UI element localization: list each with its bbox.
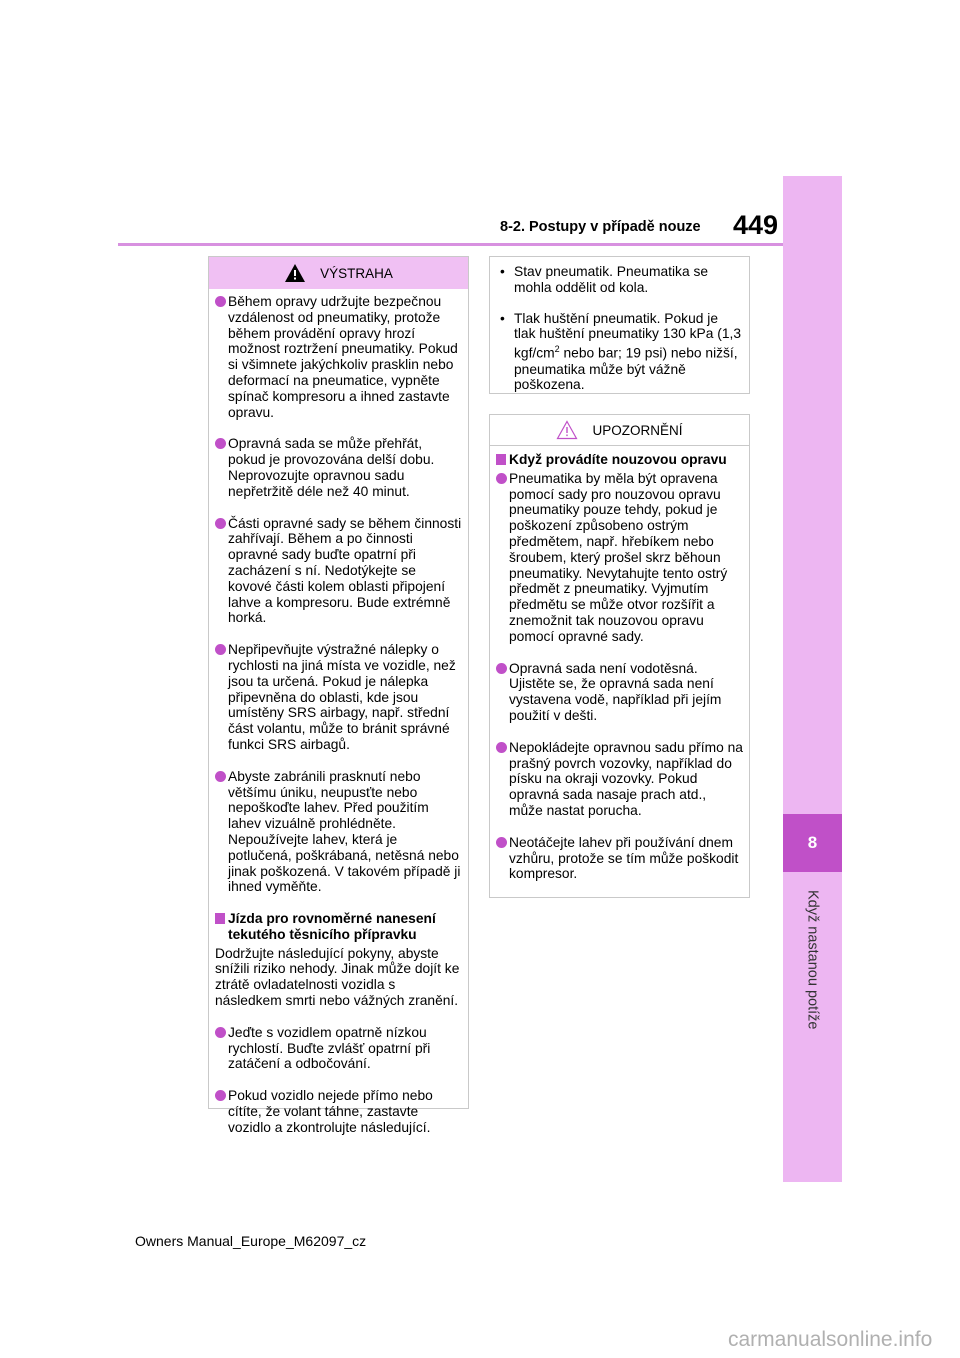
- notice-label: UPOZORNĚNÍ: [592, 422, 683, 438]
- list-item: Jeďte s vozidlem opatrně nízkou rychlostí. Buďte zvlášť opatrní při zatáčení a odbočování.: [215, 1025, 462, 1072]
- list-item: Abyste zabránili prasknutí nebo většímu úniku, neupusťte nebo nepoškoďte lahev. Před použitím lahev vizuálně prohlédněte. Nepoužívejte lahev, která je potlučená, poškrábaná, netěsná nebo jinak poškozená. V takovém případě ji ihned vyměňte.: [215, 769, 462, 895]
- paragraph: Dodržujte následující pokyny, abyste snížili riziko nehody. Jinak může dojít ke ztrátě ovladatelnosti vozidla s následkem smrti nebo vážných zranění.: [215, 945, 460, 1009]
- page-number: 449: [733, 210, 779, 240]
- bullet-dot-icon: [215, 296, 226, 307]
- warning-label: VÝSTRAHA: [320, 265, 393, 281]
- notice-header: [490, 415, 749, 446]
- subheading: Když provádíte nouzovou opravu: [496, 452, 743, 468]
- list-item: Pneumatika by měla být opravena pomocí sady pro nouzovou opravu pneumatiky pouze tehdy, pokud je poškození způsobeno ostrým předmětem, např. hřebíkem nebo šroubem, který prošel skrz běhoun pneumatiky. Nevytahujte tento ostrý předmět z pneumatiky. Vyjmutím předmětu se může otvor rozšířit a znemožnit tak nouzovou opravu pomocí opravné sady.: [496, 471, 743, 645]
- footer-text: Owners Manual_Europe_M62097_cz: [135, 1233, 367, 1249]
- bullet-dot-icon: [215, 518, 226, 529]
- watermark: carmanualsonline.info: [728, 1328, 933, 1351]
- bullet-dot-icon: [496, 473, 507, 484]
- list-item: Pokud vozidlo nejede přímo nebo cítíte, že volant táhne, zastavte vozidlo a zkontrolujte následující.: [215, 1088, 462, 1135]
- chapter-title: Když nastanou potíže: [804, 890, 821, 1030]
- square-bullet-icon: [496, 454, 506, 465]
- list-item: Opravná sada se může přehřát, pokud je provozována delší dobu. Neprovozujte opravnou sadu nepřetržitě déle než 40 minut.: [215, 436, 462, 499]
- square-bullet-icon: [215, 913, 225, 924]
- bullet-dot-icon: [215, 1090, 226, 1101]
- section-title: 8-2. Postupy v případě nouze: [500, 219, 701, 235]
- list-item: Neotáčejte lahev při používání dnem vzhůru, protože se tím může poškodit kompresor.: [496, 835, 743, 882]
- bullet-dot-icon: [215, 644, 226, 655]
- header-rule: [118, 243, 783, 246]
- bullet-dot-icon: [215, 1027, 226, 1038]
- chapter-title-tab: [783, 880, 842, 1040]
- list-item: Nepokládejte opravnou sadu přímo na prašný povrch vozovky, například do písku na okraji vozovky. Pokud opravná sada nasaje prach atd., může nastat porucha.: [496, 740, 743, 819]
- list-item: • Tlak huštění pneumatik. Pokud je tlak huštění pneumatiky 130 kPa (1,3 kgf/$cm^2$ nebo bar; 19 psi) nebo nižší, pneumatika může být vážně poškozena.: [500, 310, 742, 393]
- chapter-number-tab: 8: [783, 814, 842, 872]
- caution-triangle-outline-icon: [556, 420, 578, 440]
- notice-box: [489, 414, 750, 898]
- warning-header: [209, 257, 468, 289]
- list-item: • Stav pneumatik. Pneumatika se mohla oddělit od kola.: [500, 264, 709, 295]
- bullet-dot-icon: [496, 663, 507, 674]
- bullet-dot-icon: [496, 837, 507, 848]
- bullet-dot-icon: [215, 771, 226, 782]
- list-item: Během opravy udržujte bezpečnou vzdálenost od pneumatiky, protože během provádění opravy hrozí možnost roztržení pneumatiky. Pokud si všimnete jakýchkoliv prasklin nebo deformací na pneumatice, vypněte spínač kompresoru a ihned zastavte opravu.: [215, 294, 462, 420]
- list-item: Nepřipevňujte výstražné nálepky o rychlosti na jiná místa ve vozidle, než jsou ta určená. Pokud je nálepka připevněna do oblasti, kde jsou umístěny SRS airbagy, např. střední část volantu, může to bránit správné funkci SRS airbagů.: [215, 642, 462, 753]
- bullet-dot-icon: [496, 742, 507, 753]
- warning-triangle-icon: [284, 263, 306, 283]
- continued-box: [489, 256, 750, 394]
- warning-box: [208, 256, 469, 1135]
- list-item: Části opravné sady se během činnosti zahřívají. Během a po činnosti opravné sady buďte opatrní při zacházení s ní. Nedotýkejte se kovové části kolem oblasti připojení lahve a kompresoru. Bude extrémně horká.: [215, 516, 462, 627]
- list-item: Opravná sada není vodotěsná. Ujistěte se, že opravná sada není vystavena vodě, například při jejím použití v dešti.: [496, 661, 743, 724]
- subheading: Jízda pro rovnoměrné nanesení tekutého těsnicího přípravku: [215, 911, 462, 943]
- bullet-dot-icon: [215, 438, 226, 449]
